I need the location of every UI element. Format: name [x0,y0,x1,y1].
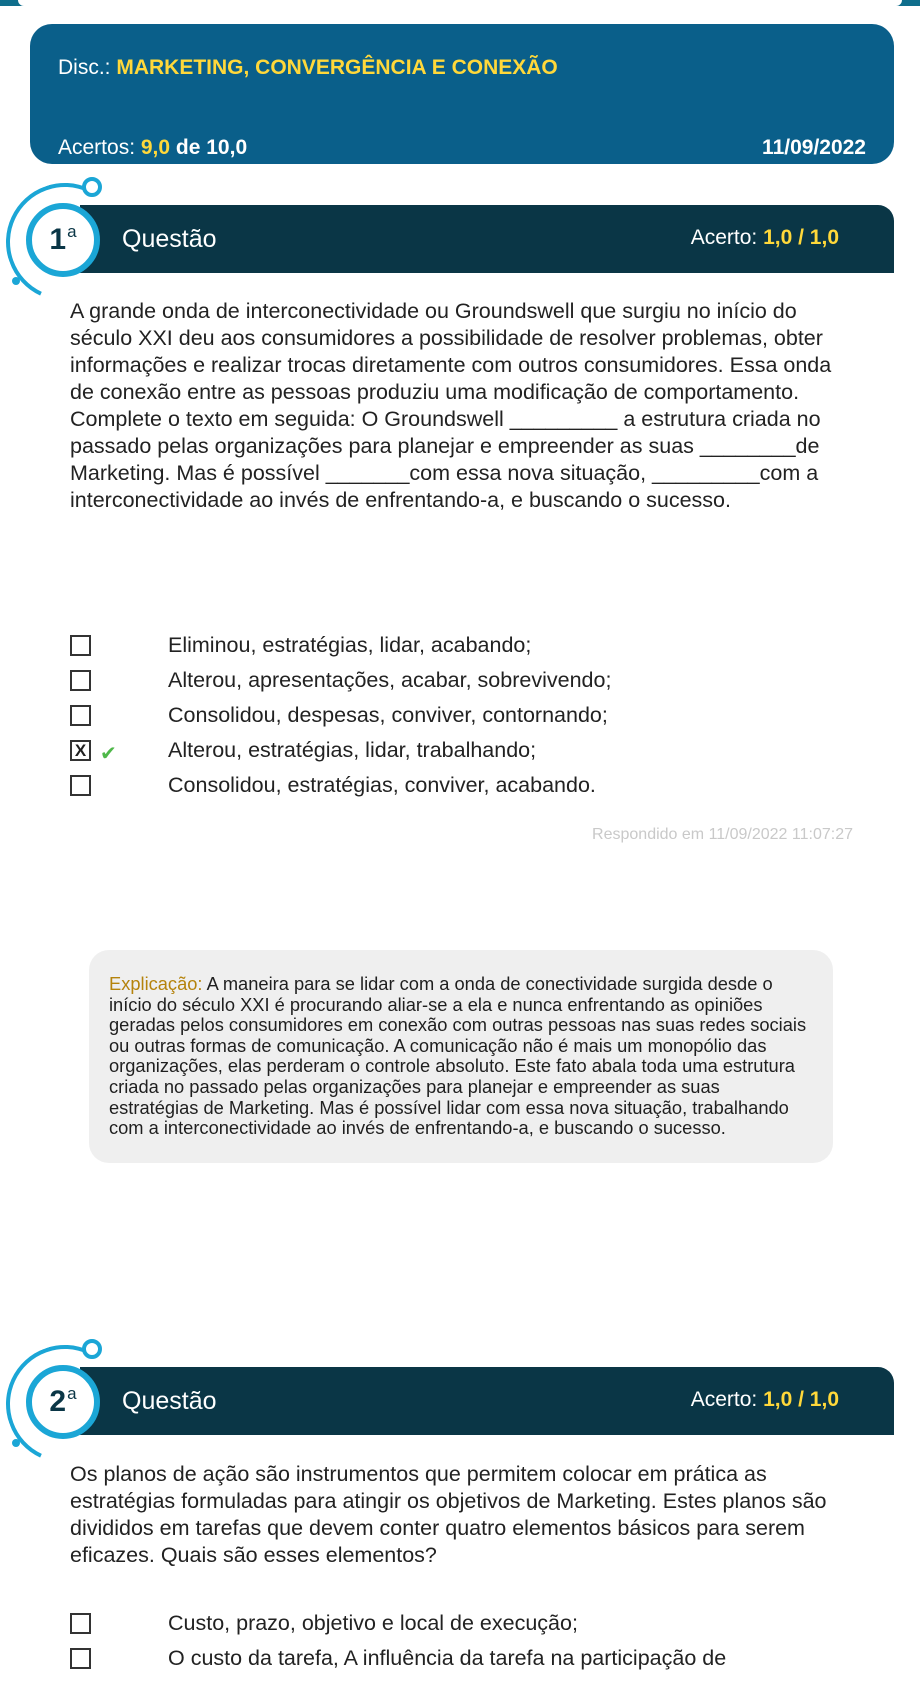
option-text: Eliminou, estratégias, lidar, acabando; [168,633,532,657]
option-text: Alterou, apresentações, acabar, sobrevivendo; [168,668,612,692]
question-1-text: A grande onda de interconectividade ou Groundswell que surgiu no início do século XXI deu aos consumidores a possibilidade de resolver problemas, obter informações e realizar trocas diretamente com outros consumidores. Essa onda de conexão entre as pessoas produziu uma modificação de comportamento. Complete o texto em seguida: O Groundswell _________ a estrutura criada no passado pelas organizações para planejar e empreender as suas ________de Marketing. Mas é possível _______com essa nova situação, _________com a interconectividade ao invés de enfrentando-a, e buscando o sucesso. [70,299,832,512]
question-1-header [0,205,894,273]
exam-date: 11/09/2022 [762,136,866,159]
badge-dot-small-decoration [12,1439,20,1447]
option[interactable] [70,772,870,807]
score-value: 9,0 [140,136,171,159]
badge-dot-decoration [82,1339,102,1359]
option-checkbox[interactable] [70,1648,91,1669]
discipline [58,56,558,80]
exam-header [30,24,894,164]
option-text: Custo, prazo, objetivo e local de execução; [168,1611,578,1635]
acerto-value: 1,0 / 1,0 [763,1388,839,1411]
option[interactable] [70,702,870,737]
score-total: de 10,0 [170,136,248,159]
option-checkbox[interactable] [70,1613,91,1634]
option-checkbox[interactable] [70,670,91,691]
option-checkbox[interactable] [70,775,91,796]
discipline-label: Disc.: [58,56,117,79]
question-1-band [80,205,894,273]
option-text: O custo da tarefa, A influência da tarefa na participação de [168,1646,727,1670]
question-1-acerto [691,226,839,250]
score [58,136,247,160]
explanation-label: Explicação: [109,973,203,994]
question-2-number-badge [26,1365,100,1439]
check-icon: ✔ [100,743,117,765]
question-2-options [70,1610,870,1680]
score-label: Acertos: [58,136,141,159]
option-selected[interactable] [70,737,870,772]
badge-dot-decoration [82,177,102,197]
acerto-label: Acerto: [690,1388,764,1411]
explanation-box [89,950,833,1163]
question-1-number-badge [26,203,100,277]
option-checkbox-checked[interactable]: X [70,740,91,761]
explanation-text: A maneira para se lidar com a onda de conectividade surgida desde o início do século XXI é procurando aliar-se a ela e nunca enfrentando as opiniões geradas pelos consumidores em conexão com outras pessoas nas suas redes sociais ou outras formas de comunicação. A comunicação não é mais um monopólio das organizações, elas perderam o controle absoluto. Este fato abala toda uma estrutura criada no passado pelas organizações para planejar e empreender as suas estratégias de Marketing. Mas é possível lidar com essa nova situação, trabalhando com a interconectividade ao invés de enfrentando-a, e buscando o sucesso. [109,973,807,1139]
question-number: 2 [49,1385,67,1418]
option-text: Consolidou, despesas, conviver, contornando; [168,703,608,727]
option-text: Alterou, estratégias, lidar, trabalhando; [168,738,537,762]
top-strip-mask [18,0,902,6]
option[interactable] [70,1610,870,1645]
question-2-band [80,1367,894,1435]
question-1-title: Questão [122,225,217,253]
option-checkbox[interactable] [70,705,91,726]
acerto-label: Acerto: [690,226,764,249]
question-1-options [70,632,870,807]
acerto-value: 1,0 / 1,0 [763,226,839,249]
answered-timestamp: Respondido em 11/09/2022 11:07:27 [592,826,853,843]
question-ordinal: a [67,222,77,241]
question-2-acerto [691,1388,839,1412]
option-text: Consolidou, estratégias, conviver, acabando. [168,773,596,797]
discipline-name: MARKETING, CONVERGÊNCIA E CONEXÃO [116,56,558,79]
question-2-title: Questão [122,1387,217,1415]
question-ordinal: a [67,1384,77,1403]
question-2-text: Os planos de ação são instrumentos que permitem colocar em prática as estratégias formuladas para atingir os objetivos de Marketing. Estes planos são divididos em tarefas que devem conter quatro elementos básicos para serem eficazes. Quais são esses elementos? [70,1462,827,1567]
badge-dot-small-decoration [12,277,20,285]
option[interactable] [70,667,870,702]
option[interactable] [70,1645,870,1680]
option[interactable] [70,632,870,667]
question-2-header [0,1367,894,1435]
question-number: 1 [49,223,67,256]
option-checkbox[interactable] [70,635,91,656]
